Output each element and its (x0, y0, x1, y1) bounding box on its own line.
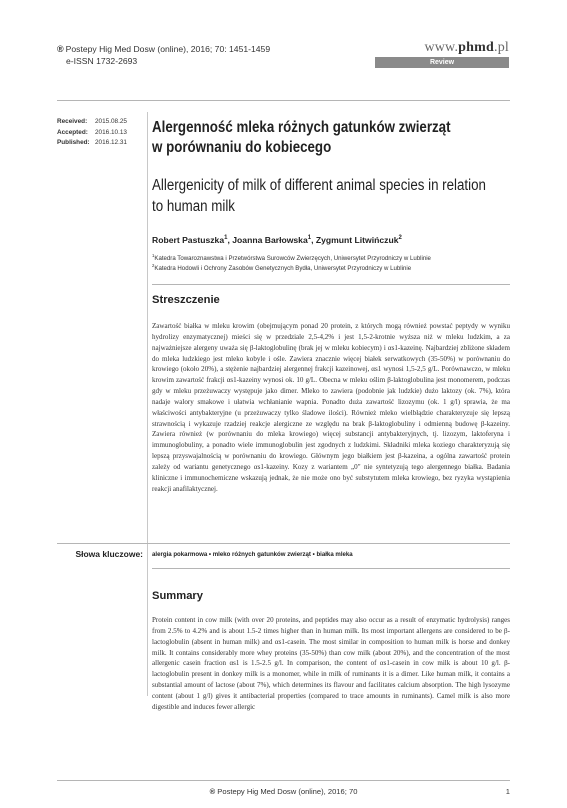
title-polish: Alergenność mleka różnych gatunków zwierząt w porównaniu do kobiecego (152, 119, 451, 156)
registered-icon: ® (57, 44, 64, 54)
summary-text: Protein content in cow milk (with over 20 proteins, and peptides may also occur as a result of enzymatic hydrolysis) ranges from 2.5% to 4.2% and is about 1.5-2 times higher than in human milk. Its most important allergens are considered to be β-lactoglobulin (absent in human milk) and αs1-casein. The most similar in composition to human milk is horse and donkey milk. It contains considerably more whey proteins (35-50%) than cow milk (about 20%), and the concentration of the most allergenic casein fraction αs1 is 1.5-2.5 g/l. In comparison, the content of αs1-casein in cow milk is about 10 g/l. β-lactoglobulin present in donkey milk is a monomer, while in milk of ruminants it is a dimer. Like human milk, it contains a substantial amount of lactose (about 7%), which determines its flavour and facilitates calcium absorption. The high lysozyme content (about 1 g/l) gives it antibacterial properties (compared to trace amounts in ruminants). Camel milk is also more digestible and induces fewer allergic (152, 616, 510, 711)
streszczenie-text: Zawartość białka w mleku krowim (obejmującym ponad 20 protein, z których mogą również powstać peptydy w wyniku hydrolizy enzymatycznej) mieści się w przedziale 2,5-4,2% i jest 1,5-2-krotnie wyższa niż w mleku ludzkim, a za najważniejsze alergeny uważa się β-laktoglobulinę (brak jej w mleku kobiecym) i αs1-kazeinę. Najbardziej zbliżone składem do mleka ludzkiego jest mleko kobyle i ośle. Zawiera znacznie więcej białek serwatkowych (35-50%) w porównaniu do krowiego (około 20%), a stężenie najbardziej alergennej frakcji kazeinowej, αs1 wynosi 1,5-2,5 g/L. Porównawczo, w mleku krowim zawartość frakcji αs1-kazeiny wynosi ok. 10 g/L. Obecna w mleku oślim β-laktoglobulina jest monomerem, podczas gdy w mleku przeżuwaczy występuje jako dimer. Mleko to zawiera (podobnie jak ludzkie) dużo laktozy (ok. 7%), która nadaje walory smakowe i ułatwia wchłanianie wapnia. Ponadto duża zawartość lizozymu (ok. 1 g/l) sprawia, że ma właściwości antybakteryjne (u przeżuwaczy tylko śladowe ilości). Również mleko wielbłądzie charakteryzuje się lepszą strawnością i wykazuje rzadziej reakcje alergiczne ze względu na brak β-laktoglobuliny i odmienną budowę β-kazeiny. Zawiera również (w porównaniu do mleka krowiego) więcej substancji antybakteryjnych, tj. lizozym, laktoferyna i immunoglobuliny, a ponadto wiele immunoglobulin jest zgodnych z ludzkimi. Składniki mleka koziego charakteryzują się lepszą przyswajalnością w porównaniu do krowiego. Głównym jego białkiem jest β-kazeina, a ogólna zawartość protein zależy od wariantu genetycznego αs1-kazeiny. Kozy z wariantem „0" nie syntetyzują tego alergennego białka. Badania kliniczne i immunochemiczne wskazują jednak, że nie może ono być substytutem mleka krowiego, bez ryzyka wystąpienia reakcji anafilaktycznej. (152, 322, 510, 493)
footer-divider (57, 780, 510, 781)
registered-icon: ® (209, 787, 218, 796)
summary-heading: Summary (152, 590, 203, 602)
page-footer (57, 787, 510, 799)
review-badge: Review (375, 57, 509, 68)
page-number: 1 (505, 787, 510, 796)
footer-journal: Postepy Hig Med Dosw (online), 2016; 70 (217, 787, 358, 796)
keywords-label: Słowa kluczowe: (75, 549, 143, 559)
journal-brand[interactable]: www.phmd.pl (424, 40, 509, 55)
affiliation-divider (152, 284, 510, 285)
title-english: Allergenicity of milk of different animal species in relation to human milk (152, 177, 486, 215)
journal-citation (57, 43, 270, 67)
issn-text: e-ISSN 1732-2693 (66, 56, 138, 66)
streszczenie-heading: Streszczenie (152, 294, 220, 306)
affiliations: $^1$Katedra Towaroznawstwa i Przetwórstwa Surowców Zwierzęcych, Uniwersytet Przyrodniczy w Lublinie $^2$Katedra Hodowli i Ochrony Zasobów Genetycznych Bydła, Uniwersytet Przyrodniczy w Lublinie (152, 252, 431, 272)
article-dates: Received: 2015.08.25 Accepted: 2016.10.13 Published: 2016.12.31 (57, 118, 127, 146)
citation-text: Postepy Hig Med Dosw (online), 2016; 70: 1451-1459 (65, 44, 271, 54)
column-divider (147, 112, 148, 696)
keywords-text: alergia pokarmowa • mleko różnych gatunków zwierząt • białka mleka (152, 551, 353, 558)
keywords-divider-top (57, 543, 510, 544)
keywords-divider-bottom (152, 568, 510, 569)
header-divider (57, 100, 510, 101)
author-list: Robert Pastuszka$^1$, Joanna Barłowska$^1$, Zygmunt Litwińczuk$^2$ (152, 235, 402, 245)
